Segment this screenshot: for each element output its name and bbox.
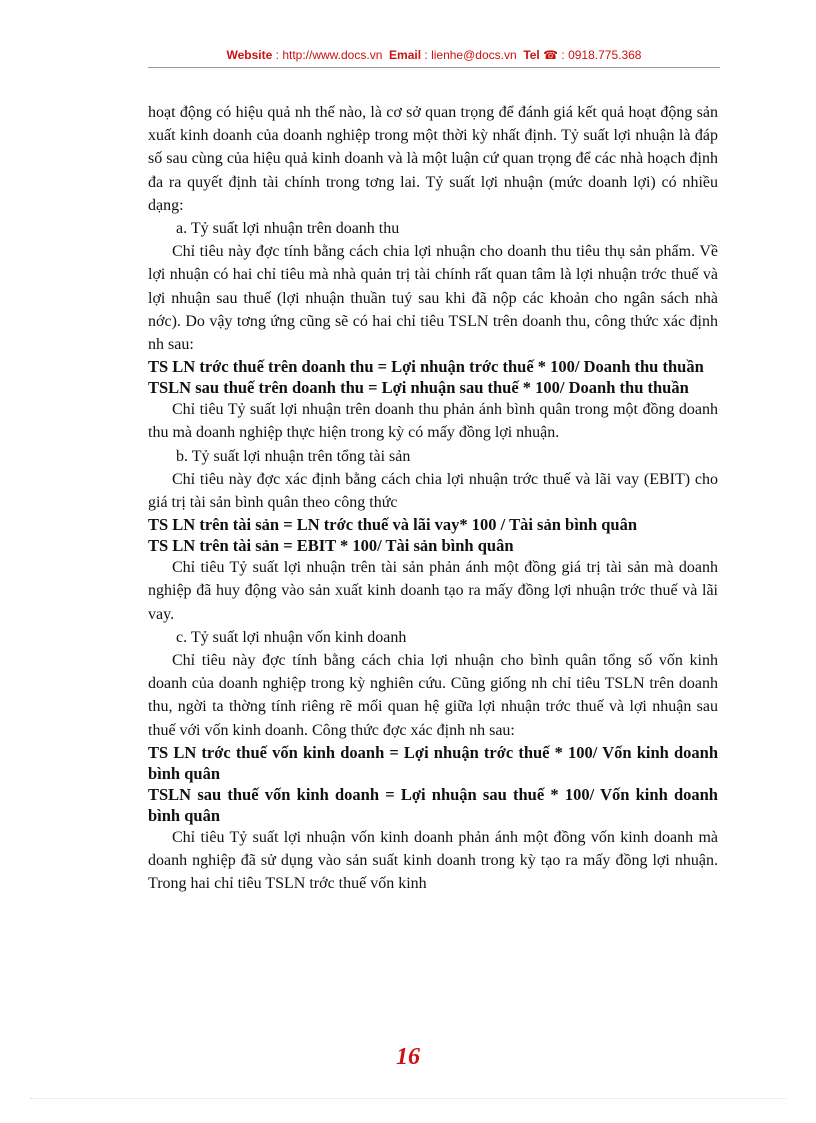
formula: TS LN trớc thuế vốn kinh doanh = Lợi nhuận trớc thuế * 100/ Vốn kinh doanh bình quân — [148, 742, 718, 783]
paragraph: Chỉ tiêu Tỷ suất lợi nhuận vốn kinh doanh phản ánh một đồng vốn kinh doanh mà doanh nghiệp đã sử dụng vào sản suất kinh doanh trong kỳ tạo ra mấy đồng lợi nhuận. Trong hai chỉ tiêu TSLN trớc thuế vốn kinh — [148, 828, 718, 893]
page-number: 16 — [396, 1044, 420, 1070]
document-body — [148, 101, 718, 895]
formula: TS LN trớc thuế trên doanh thu = Lợi nhuận trớc thuế * 100/ Doanh thu thuần — [148, 357, 704, 377]
website-label: Website — [226, 48, 273, 62]
paragraph: Chỉ tiêu này đợc tính bằng cách chia lợi nhuận cho doanh thu tiêu thụ sản phẩm. Về lợi nhuận có hai chỉ tiêu mà nhà quản trị tài chính rất quan tâm là lợi nhuận trớc thuế và lợi nhuận sau thuế (lợi nhuận thuần tuý sau khi đã nộp các khoản cho ngân sách nhà nớc). Do vậy tơng ứng cũng sẽ có hai chỉ tiêu TSLN trên doanh thu, công thức xác định nh sau: — [148, 243, 718, 354]
footer-divider — [30, 1098, 786, 1099]
website-value: : http://www.docs.vn — [275, 48, 383, 62]
phone-icon: ☎ — [543, 48, 559, 62]
tel-value: : 0918.775.368 — [561, 48, 642, 62]
paragraph: Chỉ tiêu Tỷ suất lợi nhuận trên doanh thu phản ánh bình quân trong một đồng doanh thu mà doanh nghiệp thực hiện trong kỳ có mấy đồng lợi nhuận. — [148, 401, 718, 442]
paragraph: hoạt động có hiệu quả nh thế nào, là cơ sở quan trọng để đánh giá kết quả hoạt động sản xuất kinh doanh của doanh nghiệp trong một thời kỳ nhất định. Tỷ suất lợi nhuận là đáp số sau cùng của hiệu quả kinh doanh và là một luận cứ quan trọng để các nhà hoạch định đa ra quyết định tài chính trong tơng lai. Tỷ suất lợi nhuận (mức doanh lợi) có nhiều dạng: — [148, 104, 718, 214]
section-heading-a: a. Tỷ suất lợi nhuận trên doanh thu — [176, 220, 400, 238]
section-heading-b: b. Tỷ suất lợi nhuận trên tổng tài sản — [176, 447, 411, 465]
paragraph: Chỉ tiêu này đợc xác định bằng cách chia lợi nhuận trớc thuế và lãi vay (EBIT) cho giá trị tài sản bình quân theo công thức — [148, 470, 718, 512]
formula: TSLN sau thuế trên doanh thu = Lợi nhuận sau thuế * 100/ Doanh thu thuần — [148, 378, 689, 398]
paragraph: Chỉ tiêu này đợc tính bằng cách chia lợi nhuận cho bình quân tổng số vốn kinh doanh của doanh nghiệp trong kỳ nghiên cứu. Cũng giống nh chỉ tiêu TSLN trên doanh thu, ngời ta thờng tính riêng rẽ mối quan hệ giữa lợi nhuận trớc thuế và lợi nhuận sau thuế với vốn kinh doanh. Công thức đợc xác định nh sau: — [148, 652, 718, 739]
section-heading-c: c. Tỷ suất lợi nhuận vốn kinh doanh — [176, 628, 407, 646]
header-divider — [148, 67, 720, 68]
page-header — [148, 48, 720, 62]
email-label: Email — [389, 48, 422, 62]
formula: TS LN trên tài sản = LN trớc thuế và lãi vay* 100 / Tài sản bình quân — [148, 515, 638, 535]
email-value: : lienhe@docs.vn — [424, 48, 517, 62]
tel-label: Tel — [523, 48, 540, 62]
paragraph: Chỉ tiêu Tỷ suất lợi nhuận trên tài sản phản ánh một đồng giá trị tài sản mà doanh nghiệp đã huy động vào sản xuất kinh doanh tạo ra mấy đồng lợi nhuận trớc thuế và lãi vay. — [148, 559, 718, 623]
formula: TSLN sau thuế vốn kinh doanh = Lợi nhuận sau thuế * 100/ Vốn kinh doanh bình quân — [148, 784, 718, 825]
formula: TS LN trên tài sản = EBIT * 100/ Tài sản bình quân — [148, 536, 514, 556]
